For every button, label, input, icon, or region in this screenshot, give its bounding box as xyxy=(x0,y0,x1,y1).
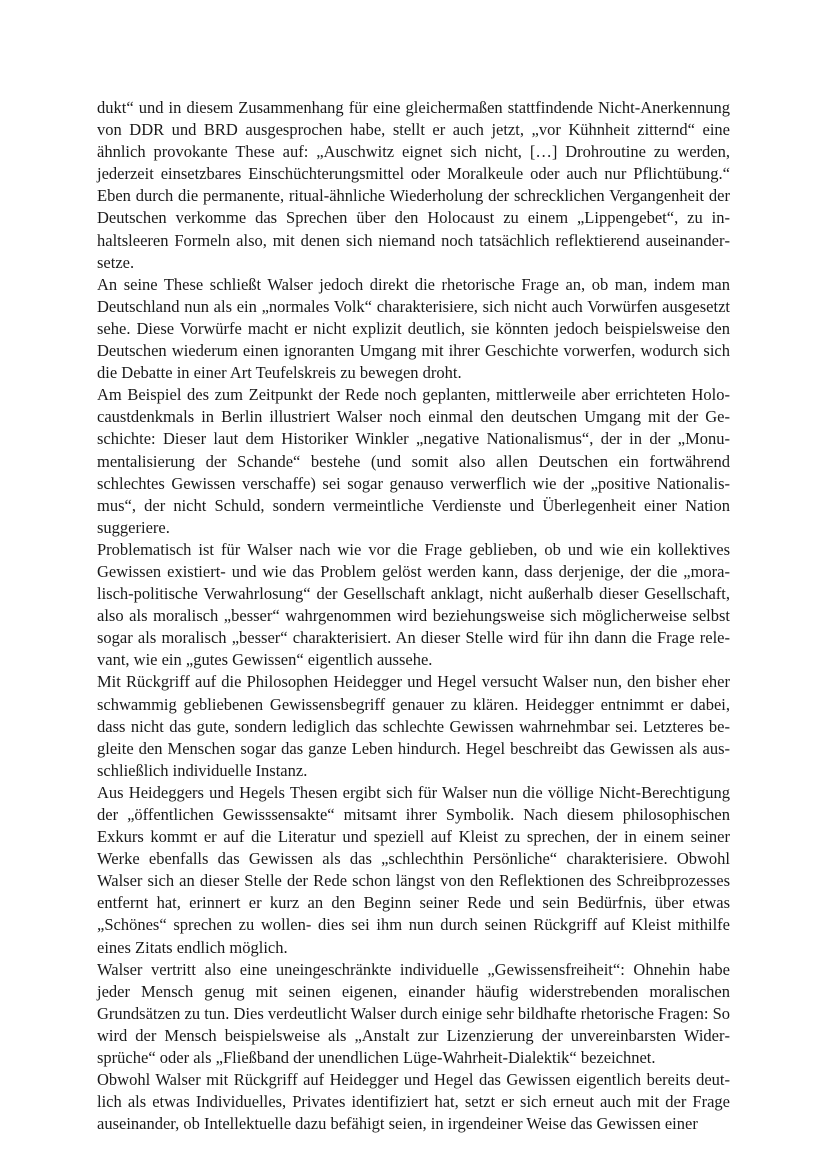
paragraph-7: Walser vertritt also eine uneingeschränkte individuelle „Gewissensfreiheit“: Ohnehin habe jeder Mensch genug mit seinen eigenen, einander häufig widerstrebenden moralischen Grundsätzen zu tun. Dies verdeutlicht Walser durch einige sehr bildhafte rhetorische Fragen: So wird der Mensch beispielsweise als „Anstalt zur Lizenzierung der unvereinbarsten Widersprüche“ oder als „Fließband der unendlichen Lüge-Wahrheit-Dialektik“ bezeichnet. xyxy=(97,959,730,1068)
paragraph-3: Am Beispiel des zum Zeitpunkt der Rede noch geplanten, mittlerweile aber errichteten Holocaustdenkmals in Berlin illustriert Walser noch einmal den deutschen Umgang mit der Geschichte: Dieser laut dem Historiker Winkler „negative Nationalismus“, der in der „Monumentalisierung der Schande“ bestehe (und somit also allen Deutschen ein fortwährend schlechtes Gewissen verschaffe) sei sogar genauso verwerflich wie der „positive Nationalismus“, der nicht Schuld, sondern vermeintliche Verdienste und Überlegenheit einer Nation suggeriere. xyxy=(97,385,730,537)
paragraph-5: Mit Rückgriff auf die Philosophen Heidegger und Hegel versucht Walser nun, den bisher eher schwammig gebliebenen Gewissensbegriff genauer zu klären. Heidegger entnimmt er dabei, dass nicht das gute, sondern lediglich das schlechte Gewissen wahrnehmbar sei. Letzteres begleite den Menschen sogar das ganze Leben hindurch. Hegel beschreibt das Gewissen als ausschließlich individuelle Instanz. xyxy=(97,672,730,780)
paragraph-4: Problematisch ist für Walser nach wie vor die Frage geblieben, ob und wie ein kollektives Gewissen existiert- und wie das Problem gelöst werden kann, dass derjenige, der die „moralisch-politische Verwahrlosung“ der Gesellschaft anklagt, nicht außerhalb dieser Gesellschaft, also als moralisch „besser“ wahrgenommen wird beziehungsweise sich möglicherweise selbst sogar als moralisch „besser“ charakterisiert. An dieser Stelle wird für ihn dann die Frage relevant, wie ein „gutes Gewissen“ eigentlich aussehe. xyxy=(97,539,730,670)
paragraph-6: Aus Heideggers und Hegels Thesen ergibt sich für Walser nun die völlige Nicht-Berechtigung der „öffentlichen Gewisssensakte“ mitsamt ihrer Symbolik. Nach diesem philosophischen Exkurs kommt er auf die Literatur und speziell auf Kleist zu sprechen, der in einem seiner Werke ebenfalls das Gewissen als das „schlechthin Persönliche“ charakterisiere. Obwohl Walser sich an dieser Stelle der Rede schon längst von den Reflektionen des Schreibprozesses entfernt hat, erinnert er kurz an den Beginn seiner Rede und sein Bedürfnis, über etwas „Schönes“ sprechen zu wollen- dies sei ihm nun durch seinen Rückgriff auf Kleist mithilfe eines Zitats endlich möglich. xyxy=(97,782,730,957)
body-text xyxy=(97,97,730,1135)
paragraph-2: An seine These schließt Walser jedoch direkt die rhetorische Frage an, ob man, indem man Deutschland nun als ein „normales Volk“ charakterisiere, sich nicht auch Vorwürfen ausgesetzt sehe. Diese Vorwürfe macht er nicht explizit deutlich, sie könnten jedoch beispielsweise den Deutschen wiederum einen ignoranten Umgang mit ihrer Geschichte vorwerfen, wodurch sich die Debatte in einer Art Teufelskreis zu bewegen droht. xyxy=(97,274,730,383)
paragraph-1: dukt“ und in diesem Zusammenhang für eine gleichermaßen stattfindende Nicht-Anerkennung von DDR und BRD ausgesprochen habe, stellt er auch jetzt, „vor Kühnheit zitternd“ eine ähnlich provokante These auf: „Auschwitz eignet sich nicht, […] Drohroutine zu werden, jederzeit einsetzbares Einschüchterungsmittel oder Moralkeule oder auch nur Pflichtübung.“ Eben durch die permanente, ritual-ähnliche Wiederholung der schrecklichen Vergangenheit der Deutschen verkomme das Sprechen über den Holocaust zu einem „Lippengebet“, zu inhaltsleeren Formeln also, mit denen sich niemand noch tatsächlich reflektierend auseinandersetze. xyxy=(97,98,730,272)
paragraph-8: Obwohl Walser mit Rückgriff auf Heidegger und Hegel das Gewissen eigentlich bereits deutlich als etwas Individuelles, Privates identifiziert hat, setzt er sich erneut auch mit der Frage auseinander, ob Intellektuelle dazu befähigt seien, in irgendeiner Weise das Gewissen einer xyxy=(97,1070,730,1134)
